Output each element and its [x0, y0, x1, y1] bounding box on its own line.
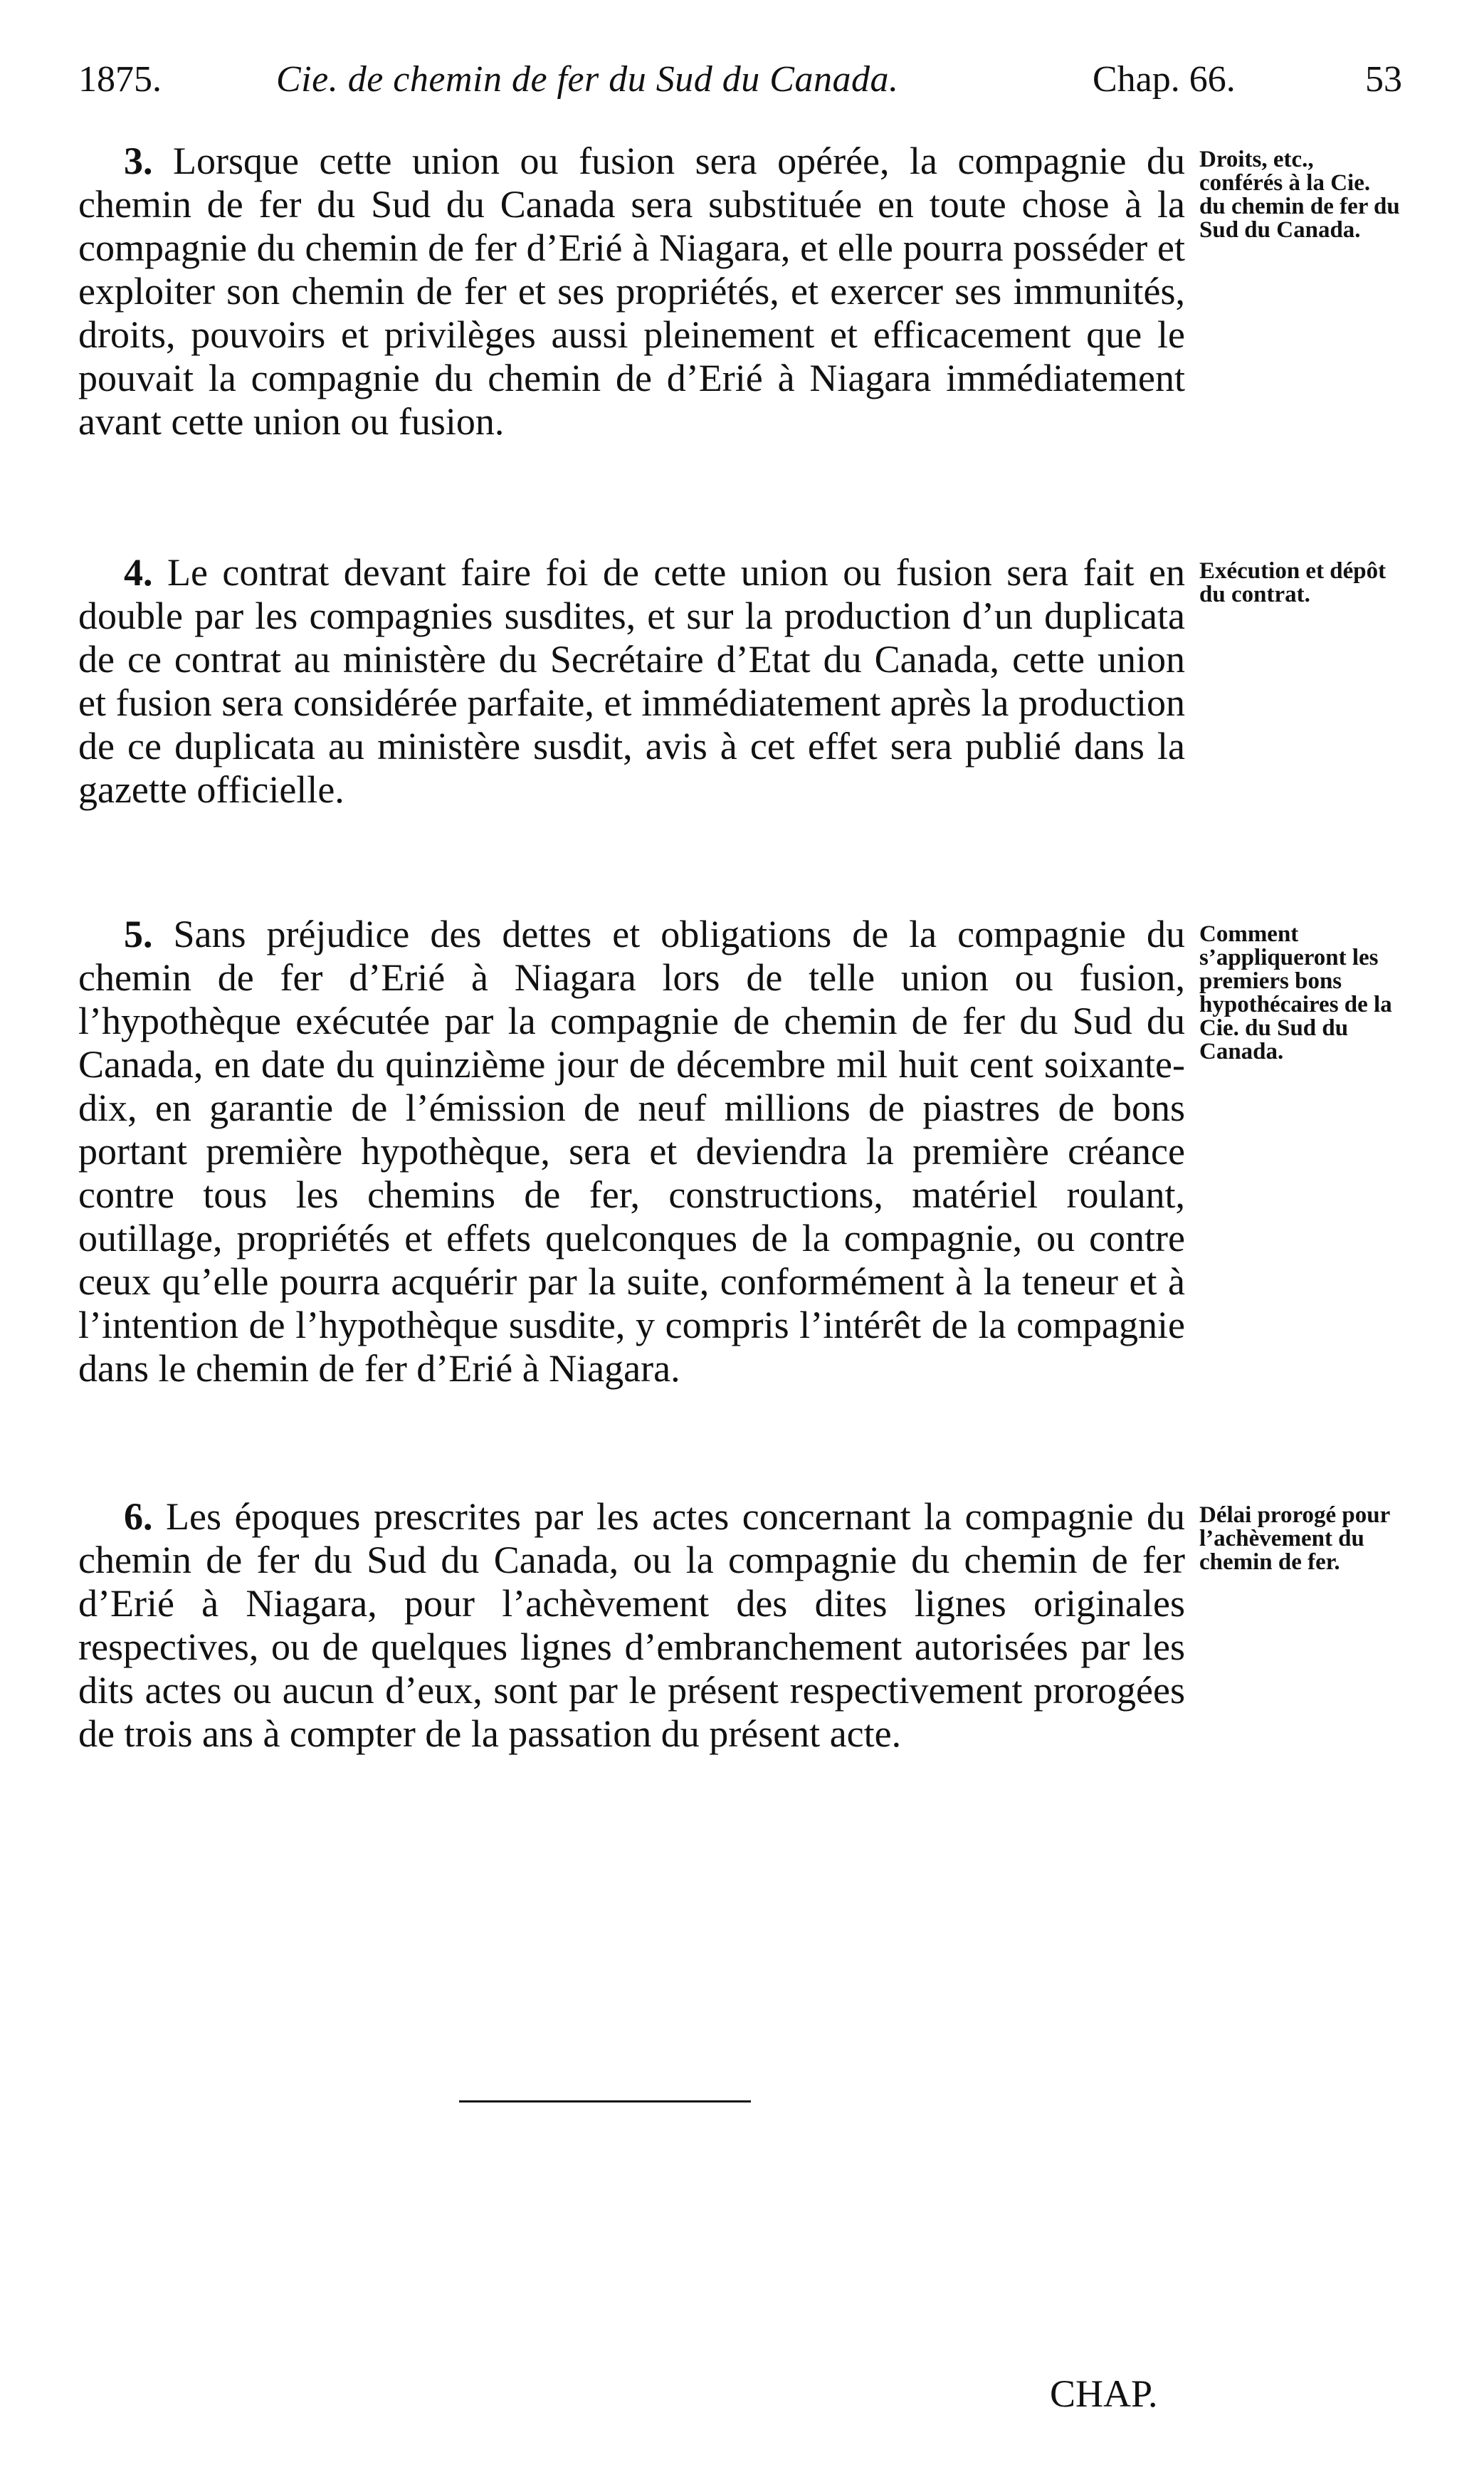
section-5-text: Sans préjudice des dettes et obligations de la compagnie du chemin de fer d’Erié à Niagara lors de telle union ou fusion, l’hypothèque exécutée par la compagnie de chemin de fer du Sud du Canada, en date du quinzième jour de décembre mil huit cent soixante-dix, en garantie de l’émission de neuf millions de piastres de bons portant première hypothèque, sera et deviendra la première créance contre tous les chemins de fer, constructions, matériel roulant, outillage, propriétés et effets quelconques de la compagnie, ou contre ceux qu’elle pourra acquérir par la suite, conformément à la teneur et à l’intention de l’hypothèque susdite, y compris l’intérêt de la compagnie dans le chemin de fer d’Erié à Niagara. [78, 913, 1185, 1390]
section-3-text: Lorsque cette union ou fusion sera opérée, la compagnie du chemin de fer du Sud du Canada sera substituée en toute chose à la compagnie du chemin de fer d’Erié à Niagara, et elle pourra posséder et exploiter son chemin de fer et ses propriétés, et exercer ses immunités, droits, pouvoirs et privilèges aussi pleinement et efficacement que le pouvait la compagnie du chemin de d’Erié à Niagara immédiatement avant cette union ou fusion. [78, 140, 1186, 443]
section-4-text: Le contrat devant faire foi de cette union ou fusion sera fait en double par les compagnies susdites, et sur la production d’un duplicata de ce contrat au ministère du Secrétaire d’Etat du Canada, cette union et fusion sera considérée parfaite, et immédiatement après la production de ce duplicata au ministère susdit, avis à cet effet sera publié dans la gazette officielle. [78, 551, 1185, 811]
section-3 [78, 140, 1185, 444]
margin-note-3: Droits, etc., conférés à la Cie. du chemin de fer du Sud du Canada. [1199, 147, 1400, 243]
margin-note-5: Comment s’appliqueront les premiers bons hypothécaires de la Cie. du Sud du Canada. [1199, 921, 1392, 1064]
section-3-number: 3. [124, 140, 153, 182]
section-end-rule [459, 2100, 751, 2102]
section-4-paragraph [78, 551, 1185, 812]
section-5 [78, 913, 1185, 1391]
section-5-paragraph [78, 913, 1185, 1391]
section-6-text: Les époques prescrites par les actes concernant la compagnie du chemin de fer du Sud du Canada, ou la compagnie du chemin de fer d’Erié à Niagara, pour l’achèvement des dites lignes originales respectives, ou de quelques lignes d’embranchement autorisées par les dits actes ou aucun d’eux, sont par le présent respectivement prorogées de trois ans à compter de la passation du présent acte. [78, 1495, 1185, 1755]
header-chapter: Chap. 66. [1093, 59, 1236, 100]
page-number: 53 [1365, 59, 1402, 100]
section-5-number: 5. [124, 913, 153, 955]
margin-note-4: Exécution et dépôt du contrat. [1199, 558, 1386, 607]
section-3-paragraph [78, 140, 1185, 444]
header-year: 1875. [78, 59, 162, 100]
section-6 [78, 1495, 1185, 1756]
section-6-paragraph [78, 1495, 1185, 1756]
section-6-number: 6. [124, 1495, 153, 1538]
header-title: Cie. de chemin de fer du Sud du Canada. [276, 59, 899, 100]
running-head [78, 51, 1402, 108]
section-4-number: 4. [124, 551, 153, 594]
margin-note-6: Délai prorogé pour l’achèvement du chemin de fer. [1199, 1502, 1390, 1575]
section-4 [78, 551, 1185, 812]
catchword: CHAP. [1050, 2372, 1158, 2415]
